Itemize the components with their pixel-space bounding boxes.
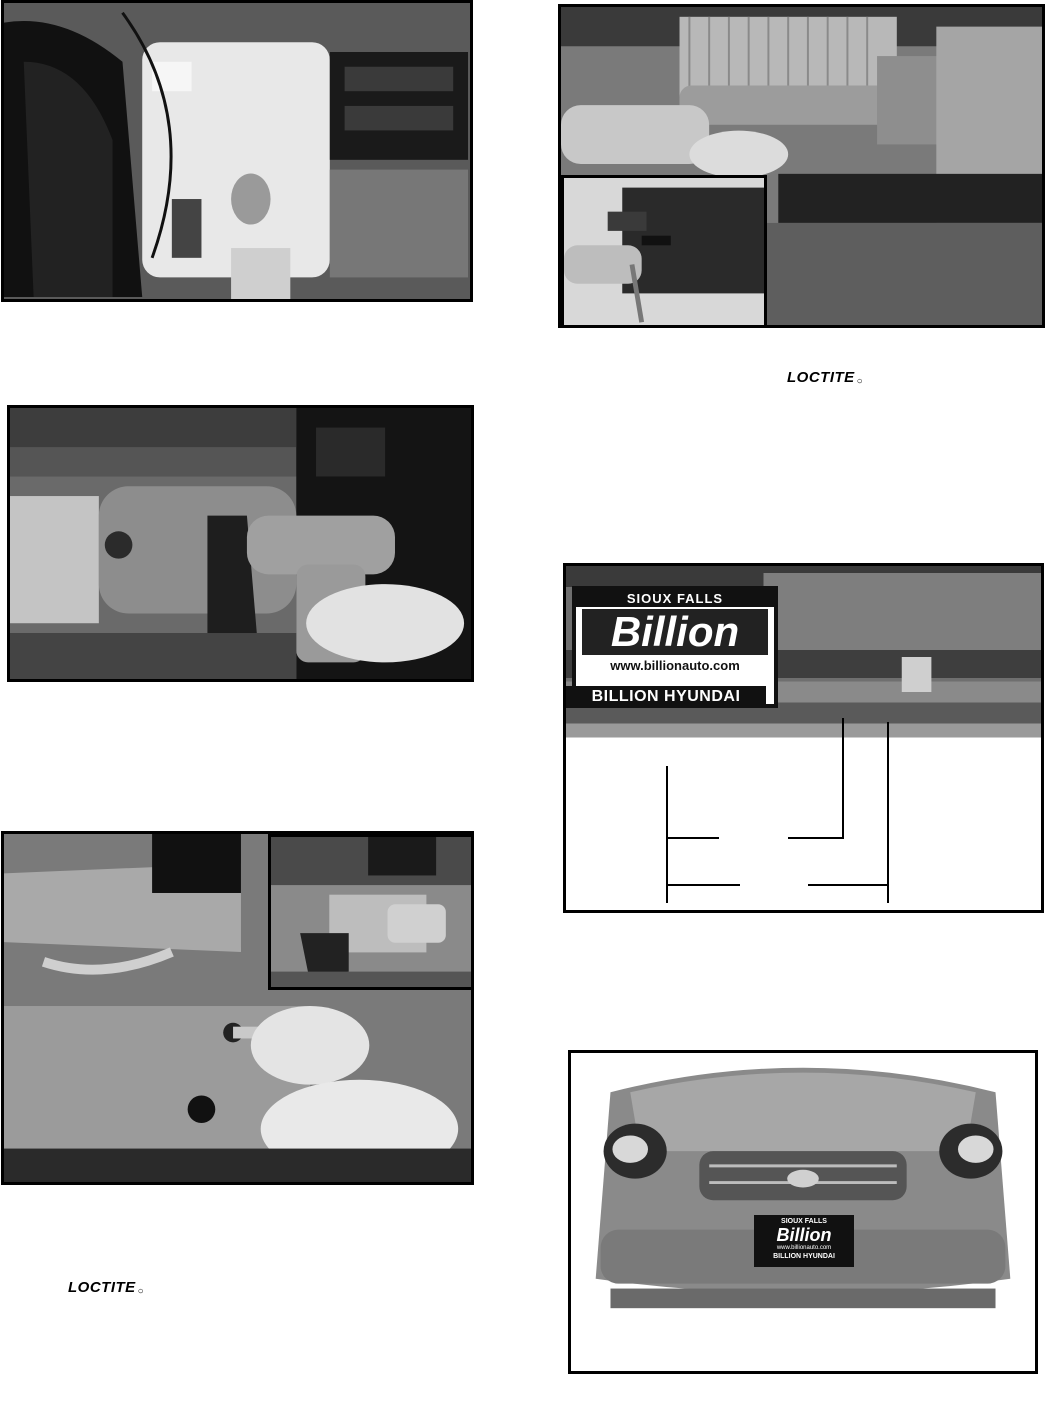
car-license-plate <box>754 1215 854 1267</box>
photo-finished-car <box>568 1050 1038 1374</box>
plate-name: Billion <box>582 609 768 655</box>
car-plate-url: www.billionauto.com <box>776 1245 832 1251</box>
callout-line-upper-left <box>666 837 719 839</box>
photo-bolt-install <box>1 831 474 1185</box>
loctite-logo-bottom <box>68 1279 144 1297</box>
loctite-logo-top <box>787 369 863 387</box>
callout-line-lower-right <box>808 884 888 886</box>
loctite-text-bottom: LOCTITE <box>68 1279 136 1296</box>
inset-bracket <box>268 834 474 990</box>
callout-line-lower-left <box>666 884 740 886</box>
car-plate-city: SIOUX FALLS <box>781 1218 827 1225</box>
plate-dealer: BILLION HYUNDAI <box>566 686 766 708</box>
callout-line-upper-right <box>788 837 843 839</box>
photo-washer-reservoir <box>1 0 473 302</box>
photo-drilling-frame <box>558 4 1045 328</box>
plate-url: www.billionauto.com <box>610 658 740 673</box>
photo-impact-wrench <box>7 405 474 682</box>
registered-mark-top: ○ <box>856 376 864 387</box>
car-plate-name: Billion <box>776 1225 832 1245</box>
loctite-text-top: LOCTITE <box>787 369 855 386</box>
callout-line-left-vertical <box>666 766 668 903</box>
inset-wrench <box>561 175 767 328</box>
callout-line-mid-vertical <box>842 718 844 839</box>
registered-mark-bottom: ○ <box>137 1286 145 1297</box>
plate-city: SIOUX FALLS <box>576 590 774 607</box>
car-plate-dealer: BILLION HYUNDAI <box>773 1253 835 1260</box>
photo-bumper-plate <box>563 563 1044 913</box>
callout-line-right-vertical <box>887 722 889 903</box>
